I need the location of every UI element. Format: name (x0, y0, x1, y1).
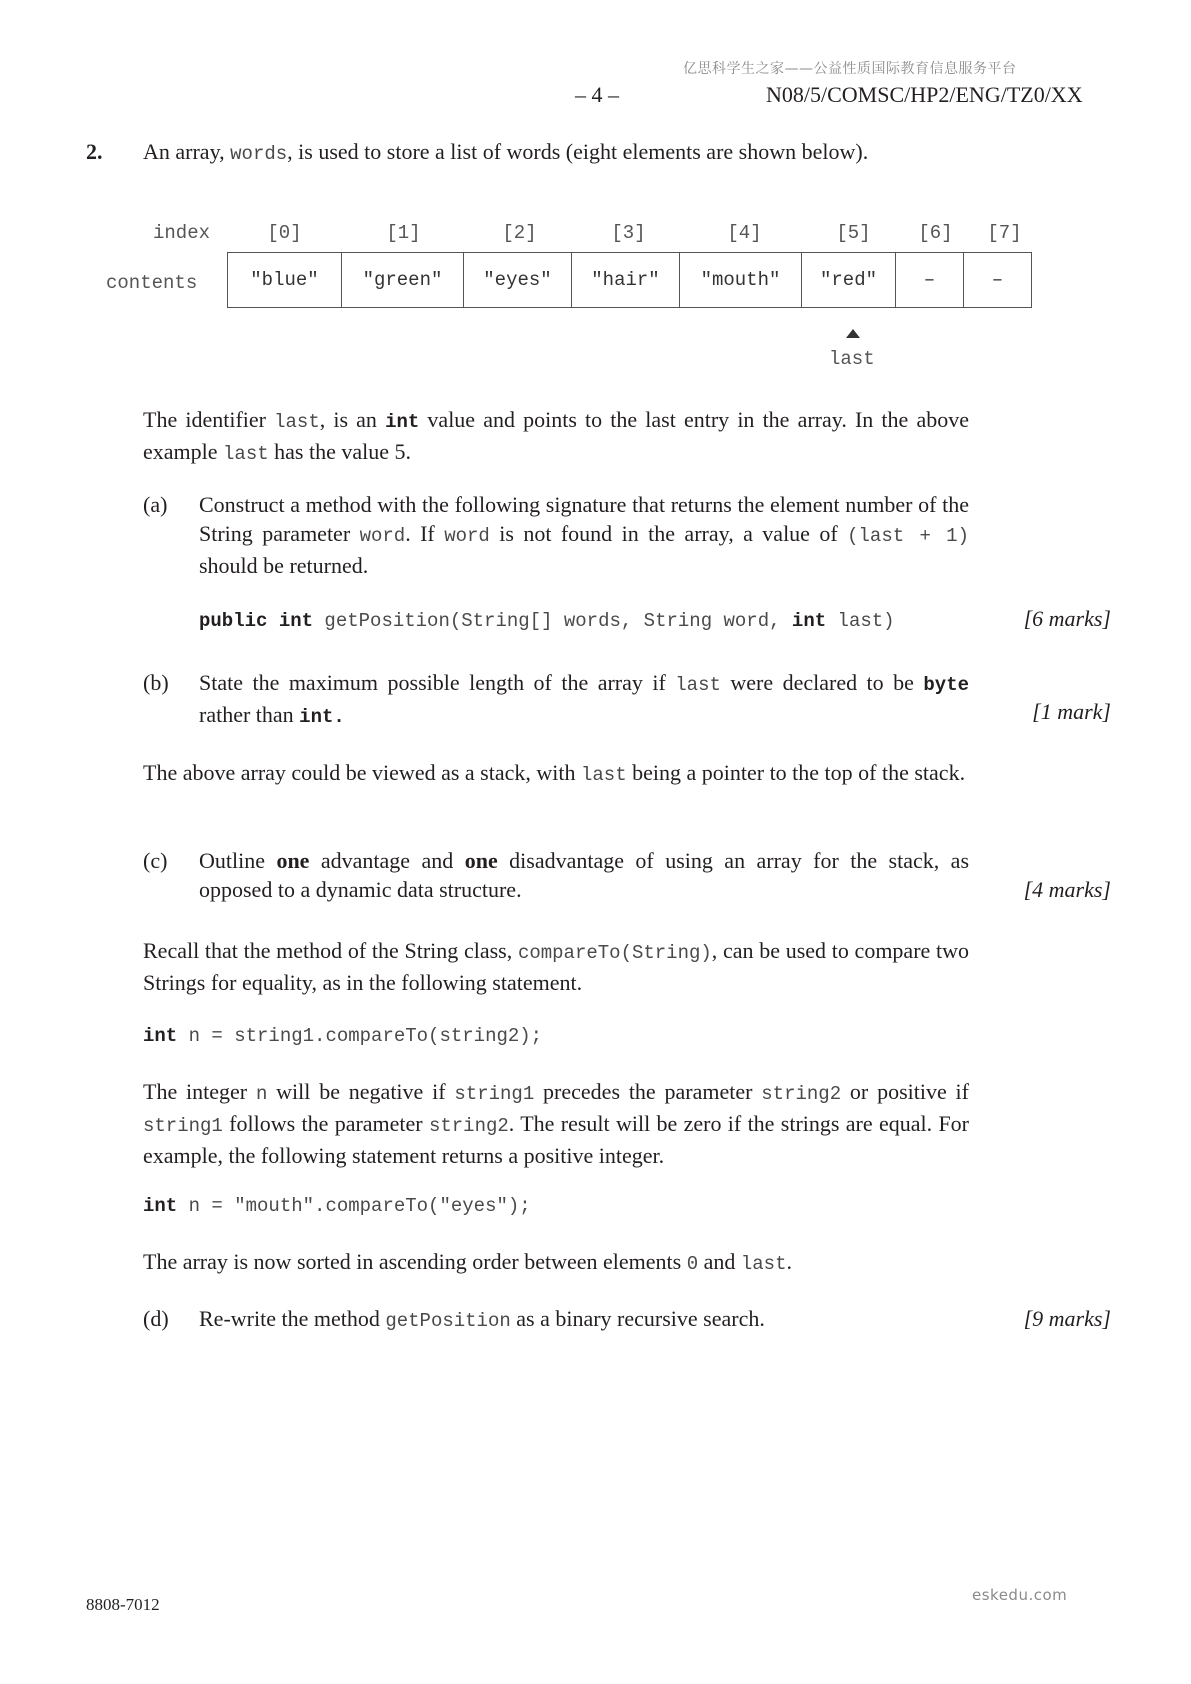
array-cell-3: "hair" (572, 253, 680, 308)
page-number: – 4 – (575, 82, 619, 107)
paragraph-integer: The integer n will be negative if string1 precedes the parameter string2 or positive if string1 follows the parameter string2. The result will be zero if the strings are equal. For example, the following statement returns a positive integer. (143, 1079, 970, 1168)
part-b-marks: [1 mark] (1032, 699, 1111, 724)
part-d-marks: [9 marks] (1023, 1306, 1111, 1331)
array-cell-7: – (964, 253, 1032, 308)
index-0: [0] (267, 222, 302, 244)
method-signature: public int getPosition(String[] words, String word, int last) (199, 610, 895, 632)
array-table (227, 252, 1032, 308)
part-b-text: State the maximum possible length of the array if last were declared to be byte rather than int. (199, 670, 969, 728)
contents-label: contents (106, 272, 198, 294)
part-b-letter: (b) (143, 670, 169, 695)
question-number: 2. (86, 139, 103, 164)
array-cell-4: "mouth" (680, 253, 802, 308)
part-c-letter: (c) (143, 848, 168, 873)
index-2: [2] (502, 222, 537, 244)
part-a-letter: (a) (143, 492, 168, 517)
pointer-label: last (829, 348, 875, 370)
array-cell-0: "blue" (228, 253, 342, 308)
array-cell-6: – (896, 253, 964, 308)
array-cell-2: "eyes" (464, 253, 572, 308)
index-7: [7] (987, 222, 1022, 244)
code-statement-2: int n = "mouth".compareTo("eyes"); (143, 1195, 531, 1217)
index-3: [3] (611, 222, 646, 244)
index-1: [1] (386, 222, 421, 244)
paragraph-last: The identifier last, is an int value and points to the last entry in the array. In the above example last has the value 5. (143, 407, 969, 465)
paragraph-sorted: The array is now sorted in ascending order between elements 0 and last. (143, 1249, 792, 1275)
part-c-marks: [4 marks] (1023, 877, 1111, 902)
paper-code: N08/5/COMSC/HP2/ENG/TZ0/XX (766, 82, 1083, 107)
array-cell-5: "red" (802, 253, 896, 308)
part-a-text: Construct a method with the following signature that returns the element number of the String parameter word. If word is not found in the array, a value of (last + 1) should be returned. (199, 492, 969, 578)
array-cell-1: "green" (342, 253, 464, 308)
part-d-text: Re-write the method getPosition as a binary recursive search. (199, 1306, 765, 1332)
code-statement-1: int n = string1.compareTo(string2); (143, 1025, 543, 1047)
footer-site: eskedu.com (972, 1586, 1068, 1604)
index-6: [6] (918, 222, 953, 244)
part-c-text: Outline one advantage and one disadvantage of using an array for the stack, as opposed to a dynamic data structure. (199, 848, 970, 902)
part-d-letter: (d) (143, 1306, 169, 1331)
part-a-marks: [6 marks] (1023, 606, 1111, 631)
paragraph-compare: Recall that the method of the String class, compareTo(String), can be used to compare two Strings for equality, as in the following statement. (143, 938, 969, 995)
watermark-text: 亿思科学生之家——公益性质国际教育信息服务平台 (683, 61, 1017, 77)
footer-code: 8808-7012 (86, 1595, 160, 1614)
pointer-arrow-icon (846, 329, 860, 338)
paragraph-stack: The above array could be viewed as a stack, with last being a pointer to the top of the stack. (143, 760, 966, 786)
index-label: index (153, 222, 211, 244)
index-5: [5] (836, 222, 871, 244)
question-intro: An array, words, is used to store a list of words (eight elements are shown below). (143, 139, 869, 165)
index-4: [4] (727, 222, 762, 244)
